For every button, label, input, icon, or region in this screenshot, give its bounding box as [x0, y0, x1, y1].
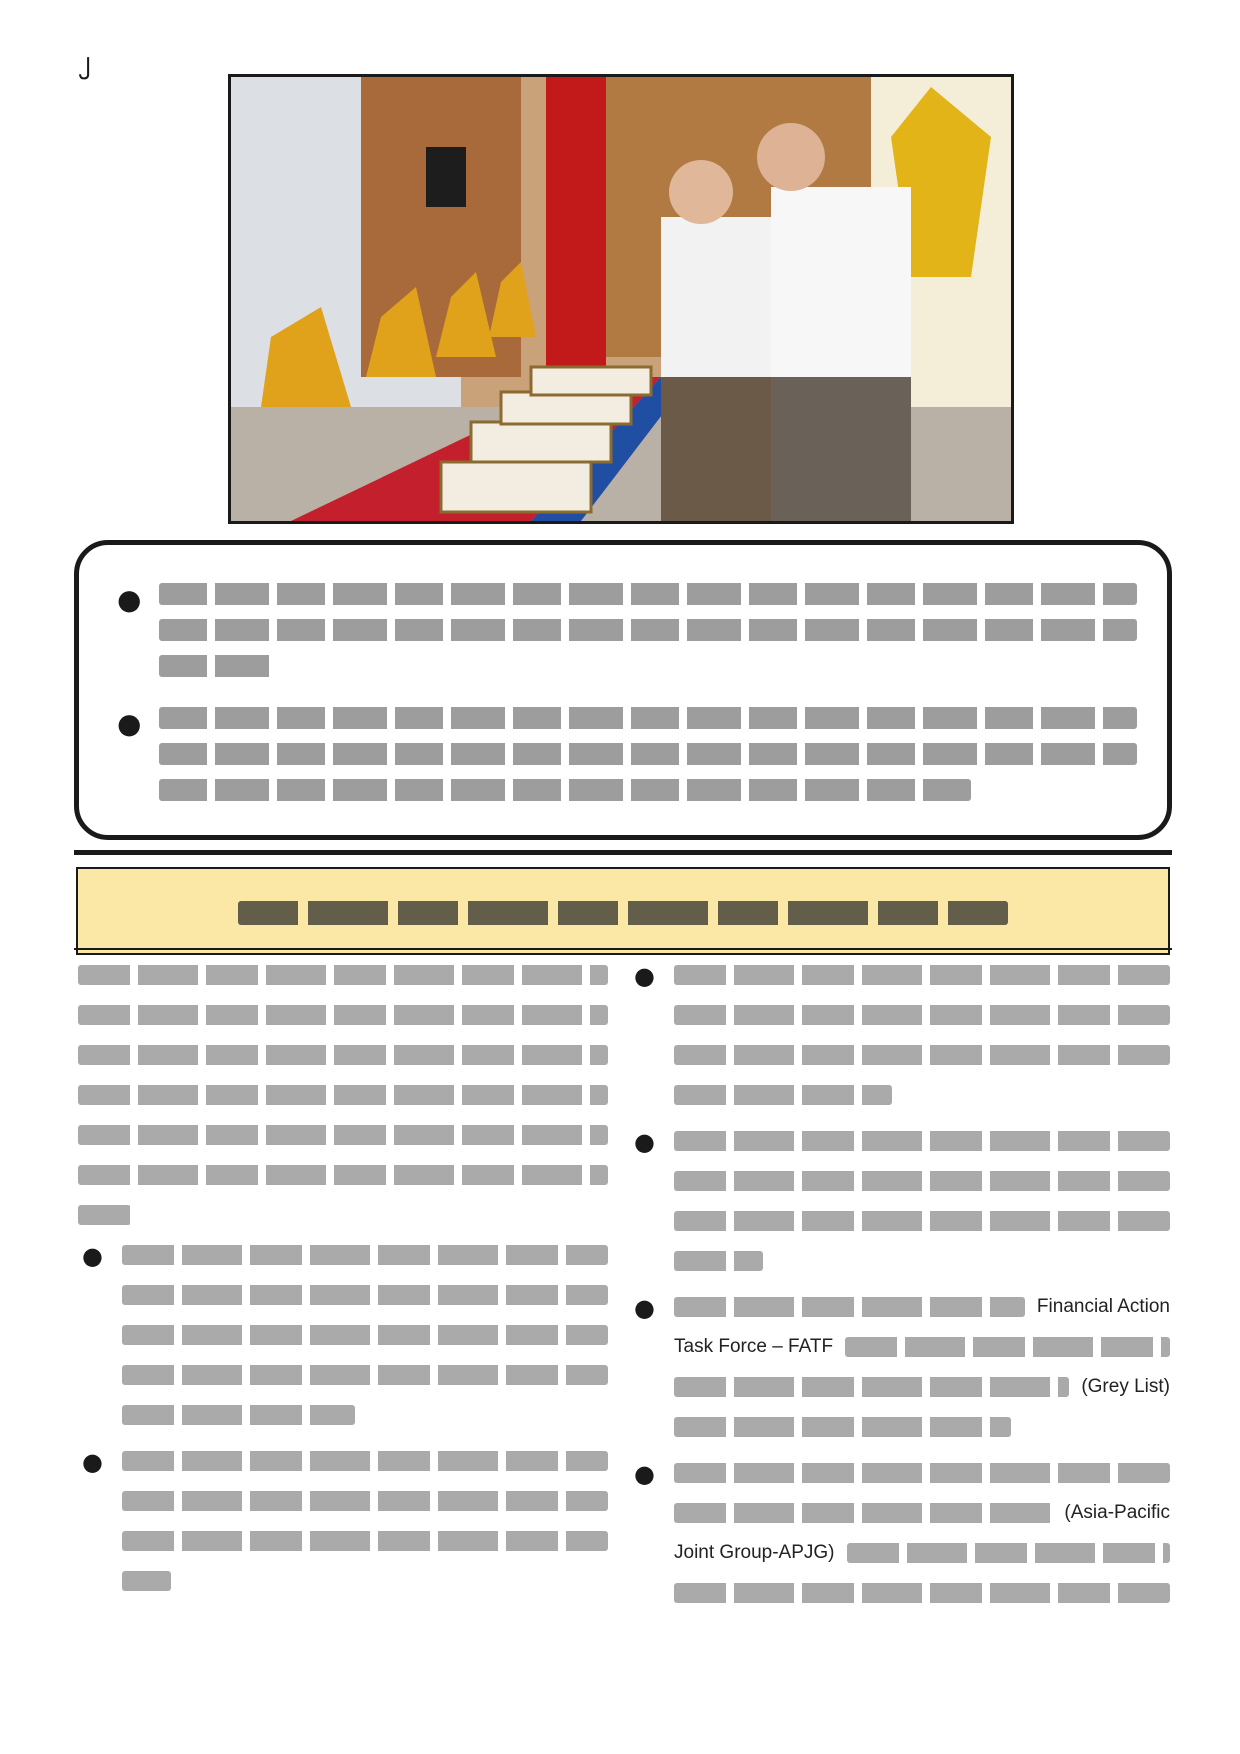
bullet-icon: ●	[634, 1128, 655, 1156]
latin-phrase: Joint Group-APJG)	[674, 1542, 835, 1563]
bullet-icon: ●	[82, 1242, 103, 1270]
latin-phrase: Financial Action	[1036, 1296, 1170, 1317]
list-item	[630, 1128, 1170, 1271]
left-column	[78, 965, 608, 1617]
list-item	[630, 962, 1170, 1105]
page-number: ၂	[78, 46, 90, 74]
latin-phrase: (Asia-Pacific	[1064, 1502, 1170, 1523]
section-divider	[74, 850, 1172, 855]
bullet-icon: ●	[634, 962, 655, 990]
right-column	[630, 962, 1170, 1629]
intro-paragraph	[78, 965, 608, 1225]
event-photo	[228, 74, 1014, 524]
highlights-box	[74, 540, 1172, 840]
latin-phrase: Task Force – FATF	[674, 1336, 834, 1357]
bullet-icon: ●	[634, 1460, 655, 1488]
title-underline	[74, 948, 1172, 950]
bullet-icon: ●	[82, 1448, 103, 1476]
highlight-item	[109, 583, 1137, 679]
list-item	[630, 1294, 1170, 1437]
bullet-icon: ●	[117, 583, 142, 616]
list-item	[78, 1448, 608, 1591]
list-item	[78, 1242, 608, 1425]
bullet-icon: ●	[634, 1294, 655, 1322]
latin-phrase: (Grey List)	[1081, 1376, 1170, 1397]
highlight-item	[109, 707, 1137, 803]
bullet-icon: ●	[117, 707, 142, 740]
article-title-banner	[76, 867, 1170, 955]
list-item	[630, 1460, 1170, 1603]
